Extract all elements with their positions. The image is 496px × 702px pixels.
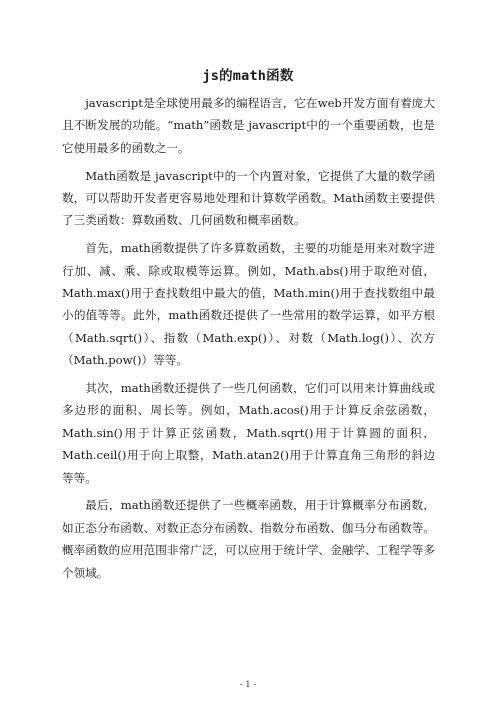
paragraph-overview: Math函数是 javascript中的一个内置对象，它提供了大量的数学函数，可以帮助开发者更容易地处理和计算数学函数。Math函数主要提供了三类函数：算数函数、几何函数和概率函数。 (62, 168, 435, 228)
paragraph-intro: javascript是全球使用最多的编程语言，它在web开发方面有着庞大且不断发展的功能。“math”函数是 javascript中的一个重要函数，也是它使用最多的函数之一。 (62, 96, 435, 155)
paragraph-arithmetic: 首先，math函数提供了许多算数函数，主要的功能是用来对数字进行加、减、乘、除或取模等运算。例如，Math.abs()用于取绝对值，Math.max()用于查找数组中最大的值，Math.min()用于查找数组中最小的值等等。此外，math函数还提供了一些常用的数学运算，如平方根（Math.sqrt()）、指数（Math.exp()）、对数（Math.log()）、次方（Math.pow()）等等。 (62, 241, 435, 368)
document-body (62, 92, 435, 589)
paragraph-geometry: 其次，math函数还提供了一些几何函数，它们可以用来计算曲线或多边形的面积、周长等。例如，Math.acos()用于计算反余弦函数，Math.sin()用于计算正弦函数，Math.sqrt()用于计算圆的面积，Math.ceil()用于向上取整，Math.atan2()用于计算直角三角形的斜边等等。 (62, 381, 435, 485)
document-title: js的math函数 (202, 68, 294, 84)
page-number: - 1 - (239, 680, 257, 690)
paragraph-probability: 最后，math函数还提供了一些概率函数，用于计算概率分布函数，如正态分布函数、对数正态分布函数、指数分布函数、伽马分布函数等。概率函数的应用范围非常广泛，可以应用于统计学、金融学、工程学等多个领域。 (62, 498, 435, 580)
